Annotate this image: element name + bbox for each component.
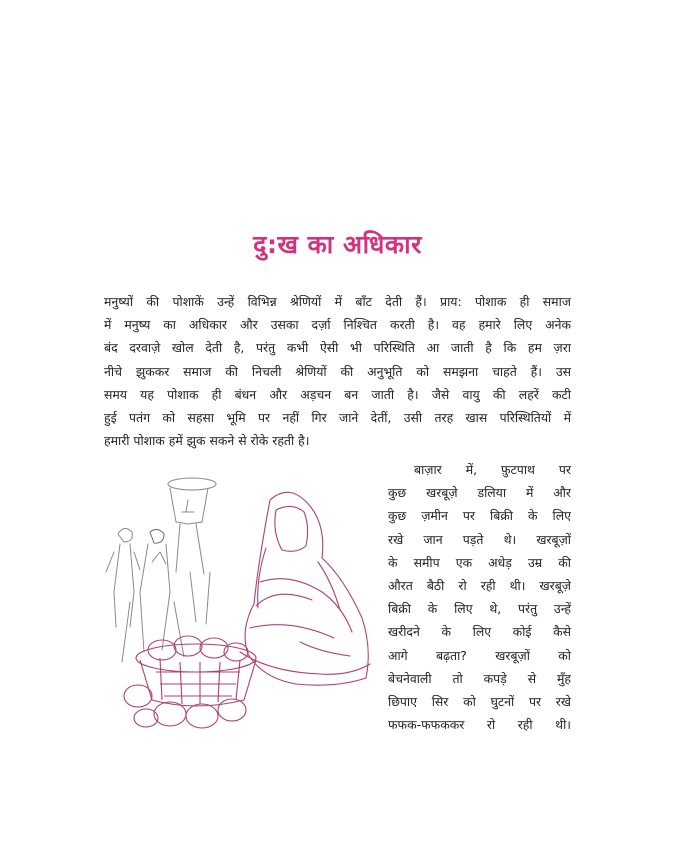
side-paragraph xyxy=(388,458,571,736)
paragraph-line: समय यह पोशाक ही बंधन और अड़चन बन जाती है। जैसे वायु की लहरें कटी xyxy=(104,386,571,402)
intro-paragraph xyxy=(104,290,571,452)
paragraph-line: बंद दरवाज़े खोल देती है, परंतु कभी ऐसी भी परिस्थिति आ जाती है कि हम ज़रा xyxy=(104,340,571,356)
side-line: बाज़ार में, फ़ुटपाथ पर xyxy=(414,462,571,477)
head-basket xyxy=(168,478,216,490)
paragraph-line: में मनुष्य का अधिकार और उसका दर्ज़ा निश्चित करती है। वह हमारे लिए अनेक xyxy=(104,317,571,333)
chapter-title: दु:ख का अधिकार xyxy=(253,230,422,259)
side-line: कुछ ज़मीन पर बिक्री के लिए xyxy=(388,508,571,524)
paragraph-line: हुई पतंग को सहसा भूमि पर नहीं गिर जाने देतीं, उसी तरह खास परिस्थितियों में xyxy=(104,410,571,426)
seated-woman-sketch xyxy=(240,492,370,685)
paragraph-line: नीचे झुककर समाज की निचली श्रेणियों की अनुभूति को समझना चाहते हैं। उस xyxy=(104,363,571,379)
side-line: छिपाए सिर को घुटनों पर रखे xyxy=(388,694,571,710)
market-woman-illustration xyxy=(100,452,382,732)
side-line: औरत बैठी रो रही थी। खरबूज़े xyxy=(388,578,571,594)
side-line: कुछ खरबूज़े डलिया में और xyxy=(388,485,571,501)
side-line: रखे जान पड़ते थे। खरबूज़ों xyxy=(388,531,571,547)
side-line: बिक्री के लिए थे, परंतु उन्हें xyxy=(388,601,571,617)
side-line: के समीप एक अधेड़ उम्र की xyxy=(388,554,571,570)
side-line: फफक-फफककर रो रही थी। xyxy=(388,717,571,733)
side-line: आगे बढ़ता? खरबूज़ों को xyxy=(388,647,571,663)
paragraph-line: मनुष्यों की पोशाकें उन्हें विभिन्न श्रेणियों में बाँट देती हैं। प्राय: पोशाक ही समाज xyxy=(104,294,571,309)
figure-carrying-basket xyxy=(170,488,208,524)
side-line: खरीदने के लिए कोई कैसे xyxy=(388,624,571,640)
paragraph-line: हमारी पोशाक हमें झुक सकने से रोके रहती है। xyxy=(104,433,310,449)
side-line: बेचनेवाली तो कपड़े से मुँह xyxy=(388,670,571,686)
